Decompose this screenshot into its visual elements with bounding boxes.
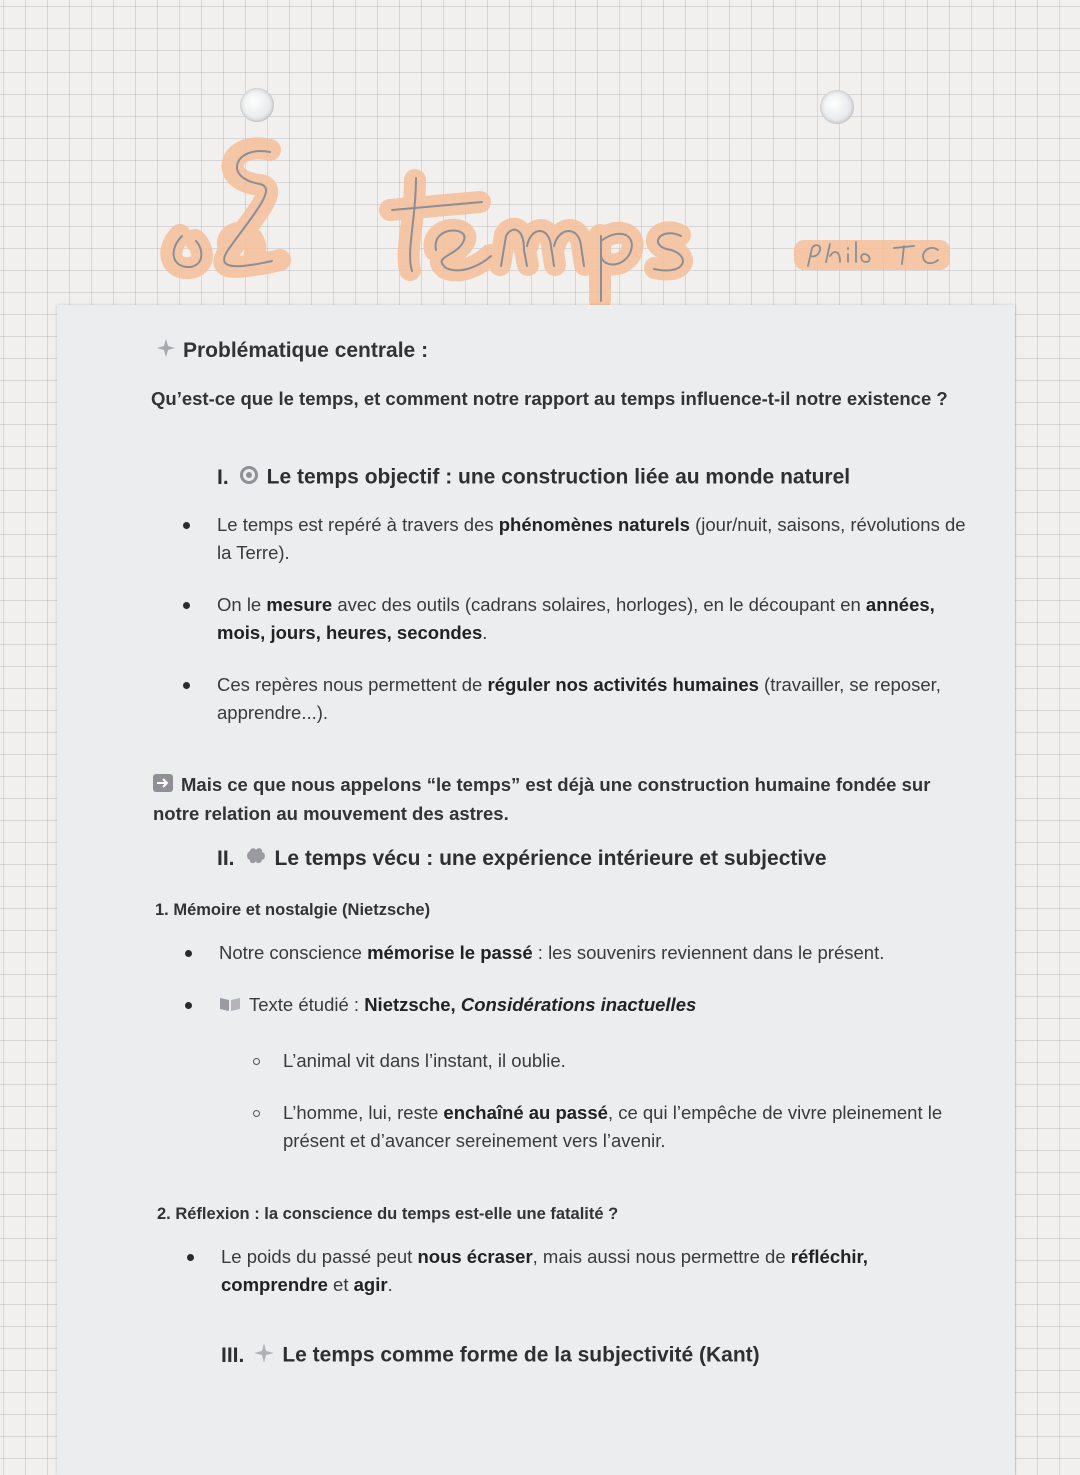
sparkle-icon [157,339,175,363]
section-2-sub1-bullets [185,939,995,1020]
target-icon [239,465,259,491]
list-item-bold: nous écraser [417,1246,533,1267]
section-2-subbullets [253,1047,943,1155]
list-item-text: Texte étudié : [249,994,365,1015]
list-item-text: et [327,1274,354,1295]
list-item-text: . [387,1274,393,1295]
list-item [183,511,973,567]
section-2-number: II. [217,847,235,870]
list-item-bold: mémorise le passé [367,942,533,963]
section-2-title [217,847,827,871]
section-2-sub1-heading: 1. Mémoire et nostalgie (Nietzsche) [155,901,431,919]
list-item-text: L’homme, lui, reste [283,1102,444,1123]
list-item-text: (travailler, se reposer, apprendre...). [217,674,941,723]
section-1-title-text: Le temps objectif : une construction liée au monde naturel [266,465,851,489]
problematique-question: Qu’est-ce que le temps, et comment notre rapport au temps influence-t-il notre existence ? [151,388,948,409]
book-title: Considérations inactuelles [460,994,697,1015]
list-item-text: On le [217,594,267,615]
list-item [187,1243,977,1299]
list-item-bold: réfléchir, comprendre [221,1246,868,1295]
list-item-text: Notre conscience [219,942,368,963]
list-item-text: L’animal vit dans l’instant, il oublie. [283,1050,566,1071]
list-item-bold: enchaîné au passé [443,1102,608,1123]
list-item [183,591,973,647]
list-item [183,671,973,727]
section-1-bullets [183,511,973,727]
problematique-heading [157,339,428,363]
list-item-text: Le temps est repéré à travers des [217,514,499,535]
section-2-title-text: Le temps vécu : une expérience intérieure et subjective [274,847,827,870]
problematique-heading-text: Problématique centrale : [183,339,429,362]
sparkle-icon [254,1343,274,1369]
list-item-text: avec des outils (cadrans solaires, horloges), en le découpant en [332,594,866,615]
list-item [185,991,995,1020]
section-3-title [221,1343,760,1369]
section-3-title-text: Le temps comme forme de la subjectivité (Kant) [282,1343,760,1367]
printed-sheet [57,305,1015,1475]
section-2-sub2-heading: 2. Réflexion : la conscience du temps est-elle une fatalité ? [157,1205,619,1223]
brain-icon [245,847,267,871]
list-item [253,1099,943,1155]
section-1-conclusion [153,771,953,828]
list-item-bold: Nietzsche, [364,994,461,1015]
handwritten-tag-drawing [790,232,955,278]
section-1-number: I. [217,465,229,489]
handwritten-tag [790,232,955,278]
list-item-bold: phénomènes naturels [498,514,690,535]
section-1-title [217,465,850,491]
list-item [253,1047,943,1075]
punch-hole-left [240,88,274,122]
list-item-text: , ce qui l’empêche de vivre pleinement le présent et d’avancer sereinement vers l’avenir. [283,1102,943,1151]
list-item-text: Ces repères nous permettent de [217,674,488,695]
list-item-bold: mesure [266,594,333,615]
list-item [185,939,995,967]
punch-hole-right [820,90,854,124]
section-1-conclusion-text: Mais ce que nous appelons “le temps” est déjà une construction humaine fondée sur notre relation au mouvement des astres. [153,774,931,825]
handwritten-title [160,140,780,310]
list-item-bold: années, mois, jours, heures, secondes [217,594,935,643]
list-item-text: , mais aussi nous permettre de [532,1246,791,1267]
list-item-text: . [482,622,488,643]
list-item-bold: agir [353,1274,388,1295]
section-3-number: III. [221,1343,245,1367]
list-item-text: : les souvenirs reviennent dans le présent. [532,942,885,963]
handwritten-title-drawing [160,140,780,310]
book-icon [219,992,241,1020]
list-item-text: Le poids du passé peut [221,1246,418,1267]
list-item-text: (jour/nuit, saisons, révolutions de la Terre). [217,514,966,563]
section-2-sub2-bullets [187,1243,977,1299]
arrow-right-icon [153,772,173,800]
list-item-bold: réguler nos activités humaines [487,674,759,695]
